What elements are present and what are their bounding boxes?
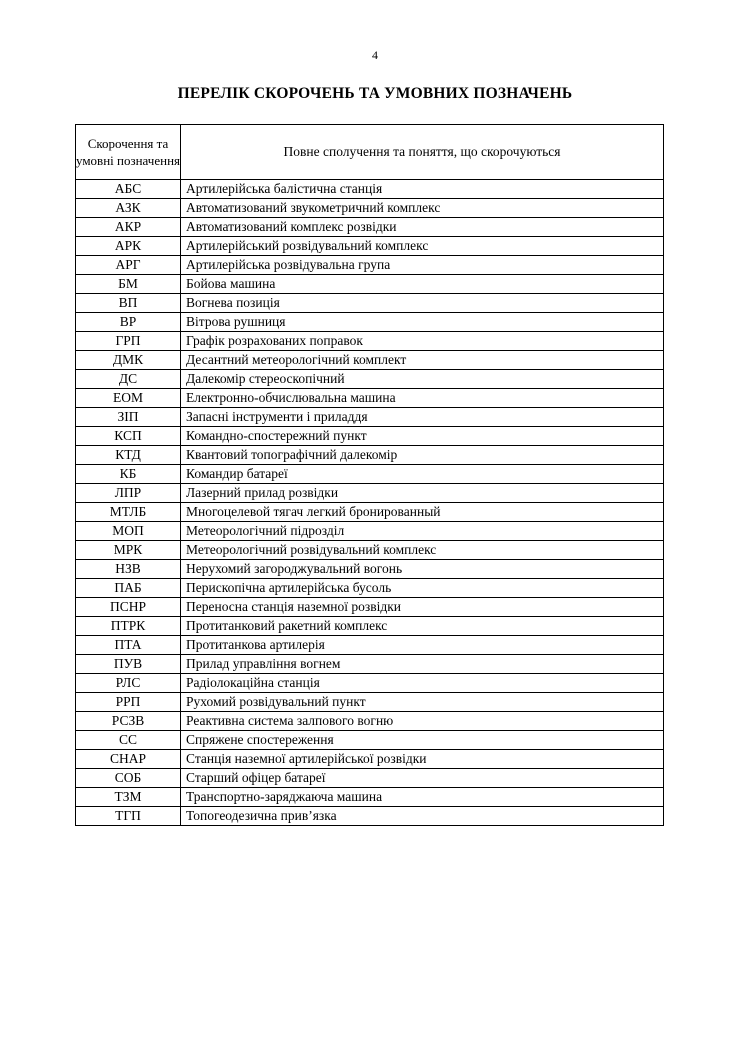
header-abbreviation: Скорочення та умовні позначення [76,125,181,180]
abbreviation-cell: МРК [76,541,181,560]
table-row [76,275,664,294]
full-meaning-cell: Топогеодезична прив’язка [181,807,664,826]
table-row [76,579,664,598]
table-row [76,750,664,769]
full-meaning-cell: Артилерійська балістична станція [181,180,664,199]
table-row [76,199,664,218]
table-row [76,731,664,750]
full-meaning-cell: Командно-спостережний пункт [181,427,664,446]
abbreviation-cell: ВР [76,313,181,332]
full-meaning-cell: Далекомір стереоскопічний [181,370,664,389]
abbreviation-cell: СОБ [76,769,181,788]
table-row [76,180,664,199]
abbreviation-cell: ВП [76,294,181,313]
full-meaning-cell: Реактивна система залпового вогню [181,712,664,731]
page-title: ПЕРЕЛІК СКОРОЧЕНЬ ТА УМОВНИХ ПОЗНАЧЕНЬ [177,85,573,102]
abbreviation-cell: СС [76,731,181,750]
abbreviation-cell: РСЗВ [76,712,181,731]
abbreviation-cell: НЗВ [76,560,181,579]
full-meaning-cell: Артилерійський розвідувальний комплекс [181,237,664,256]
table-row [76,636,664,655]
table-row [76,427,664,446]
table-row [76,788,664,807]
abbreviation-cell: ТЗМ [76,788,181,807]
table-row [76,218,664,237]
table-row [76,294,664,313]
full-meaning-cell: Спряжене спостереження [181,731,664,750]
full-meaning-cell: Метеорологічний розвідувальний комплекс [181,541,664,560]
full-meaning-cell: Лазерний прилад розвідки [181,484,664,503]
full-meaning-cell: Запасні інструменти і приладдя [181,408,664,427]
full-meaning-cell: Радіолокаційна станція [181,674,664,693]
table-row [76,484,664,503]
table-row [76,674,664,693]
table-row [76,560,664,579]
full-meaning-cell: Нерухомий загороджувальний вогонь [181,560,664,579]
full-meaning-cell: Станція наземної артилерійської розвідки [181,750,664,769]
abbreviations-table [75,124,664,826]
abbreviation-cell: ПТА [76,636,181,655]
full-meaning-cell: Рухомий розвідувальний пункт [181,693,664,712]
table-row [76,712,664,731]
abbreviation-cell: ЗІП [76,408,181,427]
table-row [76,351,664,370]
full-meaning-cell: Перископічна артилерійська бусоль [181,579,664,598]
table-row [76,370,664,389]
full-meaning-cell: Артилерійська розвідувальна група [181,256,664,275]
table-row [76,465,664,484]
abbreviation-cell: МОП [76,522,181,541]
full-meaning-cell: Командир батареї [181,465,664,484]
table-row [76,313,664,332]
table-row [76,503,664,522]
table-row [76,389,664,408]
abbreviation-cell: ПТРК [76,617,181,636]
full-meaning-cell: Десантний метеорологічний комплект [181,351,664,370]
table-row [76,807,664,826]
table-row [76,332,664,351]
table-header-row [76,125,664,180]
abbreviation-cell: СНАР [76,750,181,769]
table-row [76,541,664,560]
full-meaning-cell: Автоматизований комплекс розвідки [181,218,664,237]
page-number: 4 [372,48,378,62]
full-meaning-cell: Многоцелевой тягач легкий бронированный [181,503,664,522]
abbreviation-cell: КБ [76,465,181,484]
full-meaning-cell: Квантовий топографічний далекомір [181,446,664,465]
abbreviation-cell: ПАБ [76,579,181,598]
abbreviation-cell: БМ [76,275,181,294]
table-row [76,617,664,636]
abbreviation-cell: АЗК [76,199,181,218]
abbreviation-cell: ГРП [76,332,181,351]
full-meaning-cell: Вогнева позиція [181,294,664,313]
abbreviation-cell: АБС [76,180,181,199]
table-row [76,598,664,617]
table-row [76,655,664,674]
table-row [76,408,664,427]
full-meaning-cell: Прилад управління вогнем [181,655,664,674]
abbreviation-cell: ЛПР [76,484,181,503]
full-meaning-cell: Автоматизований звукометричний комплекс [181,199,664,218]
table-row [76,769,664,788]
full-meaning-cell: Протитанкова артилерія [181,636,664,655]
full-meaning-cell: Транспортно-заряджаюча машина [181,788,664,807]
abbreviation-cell: ТГП [76,807,181,826]
header-full-meaning: Повне сполучення та поняття, що скорочуються [181,125,664,180]
abbreviation-cell: ДС [76,370,181,389]
full-meaning-cell: Метеорологічний підрозділ [181,522,664,541]
abbreviation-cell: РРП [76,693,181,712]
abbreviation-cell: АКР [76,218,181,237]
full-meaning-cell: Вітрова рушниця [181,313,664,332]
full-meaning-cell: Старший офіцер батареї [181,769,664,788]
table-row [76,237,664,256]
full-meaning-cell: Електронно-обчислювальна машина [181,389,664,408]
table-row [76,446,664,465]
abbreviation-cell: ПУВ [76,655,181,674]
abbreviation-cell: МТЛБ [76,503,181,522]
full-meaning-cell: Протитанковий ракетний комплекс [181,617,664,636]
full-meaning-cell: Графік розрахованих поправок [181,332,664,351]
table-row [76,256,664,275]
abbreviation-cell: ПСНР [76,598,181,617]
abbreviation-cell: КТД [76,446,181,465]
full-meaning-cell: Бойова машина [181,275,664,294]
abbreviation-cell: РЛС [76,674,181,693]
full-meaning-cell: Переносна станція наземної розвідки [181,598,664,617]
abbreviation-cell: КСП [76,427,181,446]
table-row [76,693,664,712]
abbreviation-cell: ЕОМ [76,389,181,408]
abbreviation-cell: АРК [76,237,181,256]
abbreviation-cell: АРГ [76,256,181,275]
abbreviation-cell: ДМК [76,351,181,370]
table-row [76,522,664,541]
